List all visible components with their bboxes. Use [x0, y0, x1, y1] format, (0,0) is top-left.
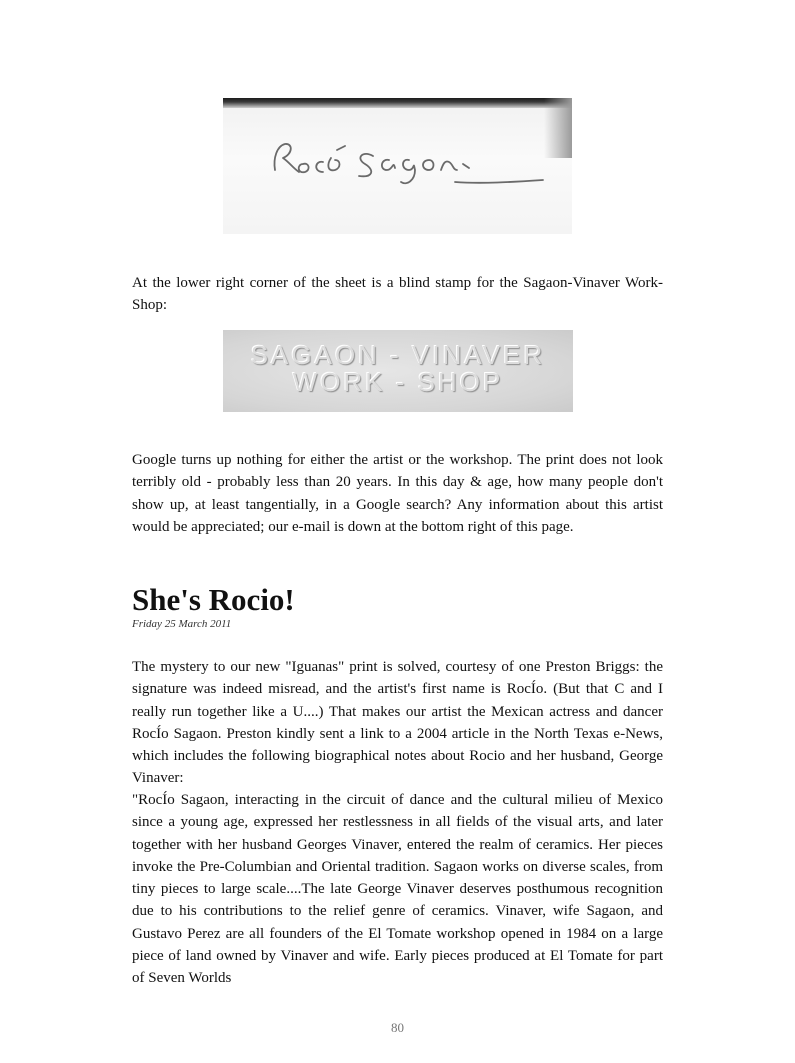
page-number: 80 [391, 1020, 404, 1035]
stamp-line-2: WORK - SHOP [292, 367, 504, 397]
stamp-line-1: SAGAON - VINAVER [250, 340, 546, 370]
paragraph-google-search: Google turns up nothing for either the artist or the workshop. The print does not look terribly old - probably less than 20 years. In this day & age, how many people don't show up, at least tangentially, in a Google search? Any information about this artist would be appreciated; our e-mail is down at the bottom right of this page. [132, 452, 663, 535]
paragraph-blind-stamp: At the lower right corner of the sheet is a blind stamp for the Sagaon-Vinaver Work-Shop: [132, 275, 663, 314]
post-title: She's Rocio! [132, 582, 295, 617]
signature-photo [223, 98, 572, 234]
post-paragraph-1: The mystery to our new "Iguanas" print is solved, courtesy of one Preston Briggs: the signature was indeed misread, and the artist's first name is RocÍo. (But that C and I really run together like a U....) That makes our artist the Mexican actress and dancer RocÍo Sagaon. Preston kindly sent a link to a 2004 article in the North Texas e-News, which includes the following biographical notes about Rocio and her husband, George Vinaver: [132, 659, 663, 787]
post-date: Friday 25 March 2011 [132, 618, 232, 630]
blind-stamp-photo [223, 330, 573, 412]
handwritten-signature [223, 98, 572, 234]
post-paragraph-2: "RocÍo Sagaon, interacting in the circuit of dance and the cultural milieu of Mexico since a young age, expressed her restlessness in all fields of the visual arts, and later together with her husband Georges Vinaver, entered the realm of ceramics. Her pieces invoke the Pre-Columbian and Oriental tradition. Sagaon works on diverse scales, from tiny pieces to large scale....The late George Vinaver deserves posthumous recognition due to his contributions to the relief genre of ceramics. Vinaver, wife Sagaon, and Gustavo Perez are all founders of the El Tomate workshop opened in 1984 on a large piece of land owned by Vinaver and wife. Early pieces produced at El Tomate for part of Seven Worlds [132, 792, 663, 987]
